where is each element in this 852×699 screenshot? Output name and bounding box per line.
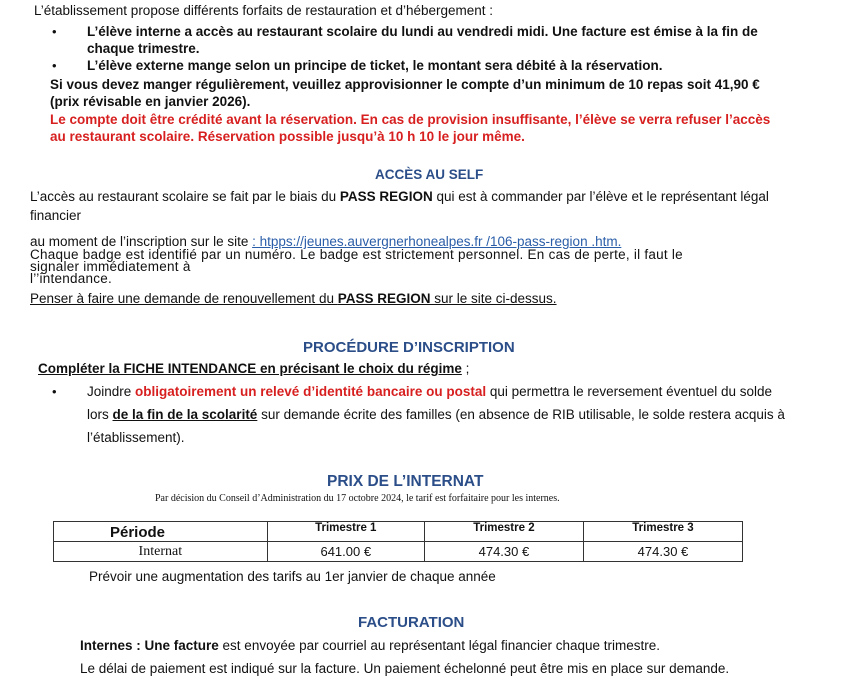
facturation-text: est envoyée par courriel au représentant légal financier chaque trimestre.	[218, 638, 661, 653]
badge-line1: Chaque badge est identifié par un numéro. Le badge est strictement personnel. En cas de perte, il faut le	[30, 247, 683, 262]
internat-heading: PRIX DE L’INTERNAT	[327, 473, 484, 490]
rib-line1	[87, 384, 772, 399]
acces-self-line2: financier	[30, 208, 82, 223]
acces-text: L’accès au restaurant scolaire se fait par le biais du	[30, 189, 340, 204]
fiche-intendance-line	[38, 361, 469, 376]
badge-line3: l’’intendance.	[30, 271, 113, 286]
rib-line3: l’établissement).	[87, 430, 185, 445]
warning-line2: au restaurant scolaire. Réservation possible jusqu’à 10 h 10 le jour même.	[50, 129, 525, 144]
rib-line2	[87, 407, 785, 422]
fin-scolarite-bold: de la fin de la scolarité	[112, 407, 258, 422]
renew-text-end: sur le site ci-dessus.	[430, 291, 557, 306]
badge-line2: signaler immédiatement à	[30, 259, 191, 274]
col-trimestre-2: Trimestre 2	[424, 522, 583, 542]
cell-t3-price: 474.30 €	[583, 542, 742, 562]
warning-line1: Le compte doit être crédité avant la réservation. En cas de provision insuffisante, l’élève se verra refuser l’accès	[50, 112, 771, 127]
bullet-interne-line2: chaque trimestre.	[87, 41, 200, 56]
renew-pass-bold: PASS REGION	[337, 291, 431, 306]
col-trimestre-1: Trimestre 1	[267, 522, 424, 542]
bullet-interne-line1: L’élève interne a accès au restaurant scolaire du lundi au vendredi midi. Une facture est émise à la fin de	[87, 24, 758, 39]
approvisionnement-line2: (prix révisable en janvier 2026).	[50, 94, 251, 109]
col-trimestre-3: Trimestre 3	[583, 522, 742, 542]
rib-l2-text-end: sur demande écrite des familles (en absence de RIB utilisable, le solde restera acquis à	[257, 407, 785, 422]
cell-internat: Internat	[54, 542, 268, 562]
table-row	[54, 542, 743, 562]
procedure-heading: PROCÉDURE D’INSCRIPTION	[303, 339, 515, 356]
approvisionnement-line1: Si vous devez manger régulièrement, veuillez approvisionner le compte d’un minimum de 10 repas soit 41,90 €	[50, 77, 760, 92]
facturation-heading: FACTURATION	[358, 614, 465, 631]
table-header-row	[54, 522, 743, 542]
prix-internat-table	[53, 521, 743, 562]
pass-region-bold: PASS REGION	[339, 189, 433, 204]
acces-text-end: qui est à commander par l’élève et le représentant légal	[432, 189, 769, 204]
renew-line	[30, 291, 557, 306]
augmentation-note: Prévoir une augmentation des tarifs au 1er janvier de chaque année	[89, 569, 496, 584]
facturation-line2: Le délai de paiement est indiqué sur la facture. Un paiement échelonné peut être mis en place sur demande.	[80, 661, 730, 676]
renew-text: Penser à faire une demande de renouvellement du	[30, 291, 338, 306]
rib-l2-text: lors	[87, 407, 113, 422]
intro-text: L’établissement propose différents forfaits de restauration et d’hébergement :	[34, 3, 494, 18]
pass-region-link[interactable]: : htpps://jeunes.auvergnerhonealpes.fr /106-pass-region .htm.	[252, 234, 622, 249]
bullet-dot: •	[52, 24, 57, 39]
acces-self-paragraph	[30, 189, 769, 204]
bullet-externe: L’élève externe mange selon un principe de ticket, le montant sera débité à la réservation.	[87, 58, 663, 73]
rib-text-end: qui permettra le reversement éventuel du solde	[486, 384, 773, 399]
col-periode: Période	[54, 522, 268, 542]
internes-facture-bold: Internes : Une facture	[80, 638, 219, 653]
badge-paragraph	[30, 249, 683, 285]
facturation-line1	[80, 638, 660, 653]
cell-t2-price: 474.30 €	[424, 542, 583, 562]
rib-text: Joindre	[87, 384, 136, 399]
bullet-dot: •	[52, 384, 57, 399]
internat-subheading: Par décision du Conseil d’Administration du 17 octobre 2024, le tarif est forfaitaire pour les internes.	[155, 493, 560, 504]
site-text: au moment de l’inscription sur le site	[30, 234, 253, 249]
rib-required-red: obligatoirement un relevé d’identité bancaire ou postal	[135, 384, 487, 399]
bullet-dot: •	[52, 58, 57, 73]
cell-t1-price: 641.00 €	[267, 542, 424, 562]
acces-self-heading: ACCÈS AU SELF	[375, 167, 484, 182]
fiche-intendance: Compléter la FICHE INTENDANCE en précisant le choix du régime	[38, 361, 462, 376]
fiche-tail: ;	[461, 361, 470, 376]
